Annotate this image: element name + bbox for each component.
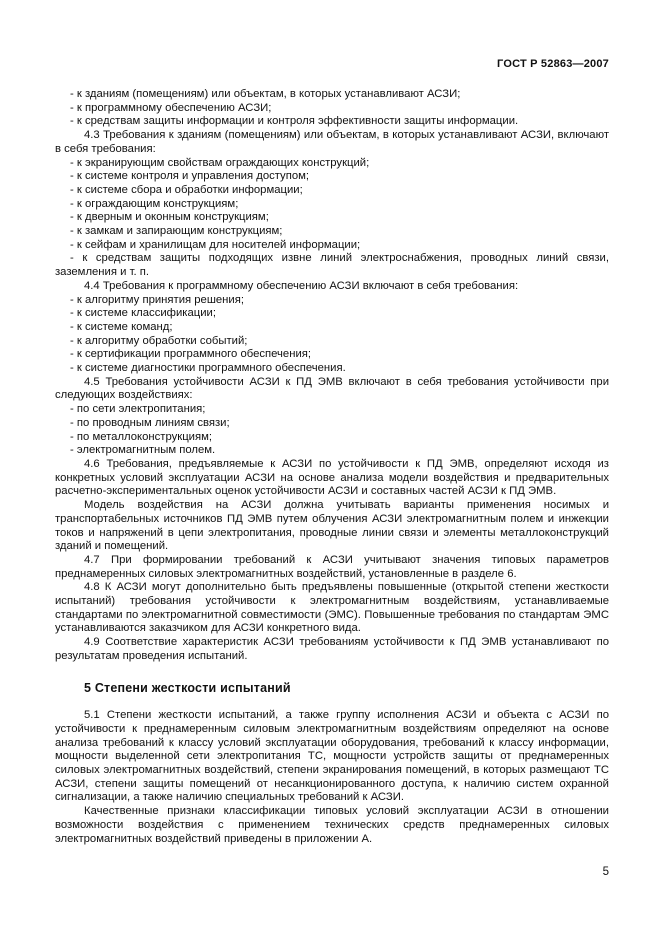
- list-item: - электромагнитным полем.: [70, 444, 216, 457]
- paragraph-4-7: 4.7 При формировании требований к АСЗИ учитывают значения типовых параметров преднамеренных силовых электромагнитных воздействий, установленные в разделе 6.: [55, 553, 609, 580]
- document-header: [55, 58, 609, 70]
- list-item: - к системе диагностики программного обеспечения.: [70, 362, 346, 375]
- paragraph-4-8: 4.8 К АСЗИ могут дополнительно быть предъявлены повышенные (открытой степени жесткости испытаний) требования устойчивости к электромагнитным воздействиям, устанавливаемые стандартами по электромагнитной совместимости (ЭМС). Повышенные требования по стандартам ЭМС устанавливаются заказчиком для АСЗИ конкретного вида.: [55, 581, 609, 635]
- list-item: - к системе команд;: [70, 320, 173, 333]
- list-item: - по металлоконструкциям;: [70, 430, 212, 443]
- list-item: - к экранирующим свойствам ограждающих конструкций;: [70, 156, 370, 169]
- list-item: - к дверным и оконным конструкциям;: [70, 211, 269, 224]
- doc-number: ГОСТ Р 52863—2007: [497, 58, 609, 70]
- list-item: - к программному обеспечению АСЗИ;: [70, 101, 272, 114]
- list-item: - к сейфам и хранилищам для носителей информации;: [70, 238, 361, 251]
- list-item: - к системе сбора и обработки информации;: [70, 183, 303, 196]
- paragraph-4-4: 4.4 Требования к программному обеспечению АСЗИ включают в себя требования:: [84, 279, 519, 292]
- list-item: - к системе контроля и управления доступом;: [70, 170, 310, 183]
- section-heading-5: 5 Степени жесткости испытаний: [84, 680, 291, 695]
- list-item: - к алгоритму обработки событий;: [70, 334, 248, 347]
- list-item: - к зданиям (помещениям) или объектам, в которых устанавливают АСЗИ;: [70, 88, 461, 100]
- list-item: - к системе классификации;: [70, 307, 216, 320]
- list-item: - к алгоритму принятия решения;: [70, 293, 244, 306]
- list-item: - к средствам защиты подходящих извне линий электроснабжения, проводных линий связи, заземления и т. п.: [55, 252, 609, 279]
- paragraph-4-5: 4.5 Требования устойчивости АСЗИ к ПД ЭМВ включают в себя требования устойчивости при следующих воздействиях:: [55, 375, 609, 402]
- paragraph-model: Модель воздействия на АСЗИ должна учитывать варианты применения носимых и транспортабельных источников ПД ЭМВ путем облучения АСЗИ электромагнитным полем и инжекции токов и напряжений в цепи электропитания, проводные линии связи и элементы металлоконструкций зданий и помещений.: [55, 499, 609, 553]
- list-item: - к замкам и запирающим конструкциям;: [70, 225, 283, 238]
- list-item: - по сети электропитания;: [70, 403, 206, 416]
- paragraph-4-6: 4.6 Требования, предъявляемые к АСЗИ по устойчивости к ПД ЭМВ, определяют исходя из конкретных условий эксплуатации АСЗИ на основе анализа модели воздействия и предварительных расчетно-экспериментальных оценок устойчивости АСЗИ и составных частей АСЗИ к ПД ЭМВ.: [55, 457, 609, 498]
- list-item: - к сертификации программного обеспечения;: [70, 348, 312, 361]
- list-item: - к ограждающим конструкциям;: [70, 197, 239, 210]
- document-footer: [603, 866, 609, 878]
- page-number: 5: [602, 866, 609, 878]
- paragraph-4-3: 4.3 Требования к зданиям (помещениям) или объектам, в которых устанавливают АСЗИ, включают в себя требования:: [55, 129, 609, 155]
- paragraph-qualitative: Качественные признаки классификации типовых условий эксплуатации АСЗИ в отношении возможности воздействия с применением технических средств преднамеренных силовых электромагнитных воздействий приведены в приложении А.: [55, 805, 609, 845]
- paragraph-5-1: 5.1 Степени жесткости испытаний, а также группу исполнения АСЗИ и объекта с АСЗИ по устойчивости к преднамеренным силовым электромагнитным воздействиям определяют на основе анализа требований к классу условий эксплуатации оборудования, требований к классу информации, мощности выделенной сети электропитания ТС, мощности устройств защиты от преднамеренных силовых электромагнитных воздействий, степени экранирования помещений, в которых размещают ТС АСЗИ, степени защиты помещений от несанкционированного доступа, к наличию систем охранной сигнализации, а также наличию специальных требований к АСЗИ.: [55, 709, 609, 804]
- list-item: - по проводным линиям связи;: [70, 416, 230, 429]
- list-item: - к средствам защиты информации и контроля эффективности защиты информации.: [70, 115, 519, 128]
- document-body: [55, 88, 609, 846]
- paragraph-4-9: 4.9 Соответствие характеристик АСЗИ требованиям устойчивости к ПД ЭМВ устанавливают по результатам проведения испытаний.: [55, 636, 609, 662]
